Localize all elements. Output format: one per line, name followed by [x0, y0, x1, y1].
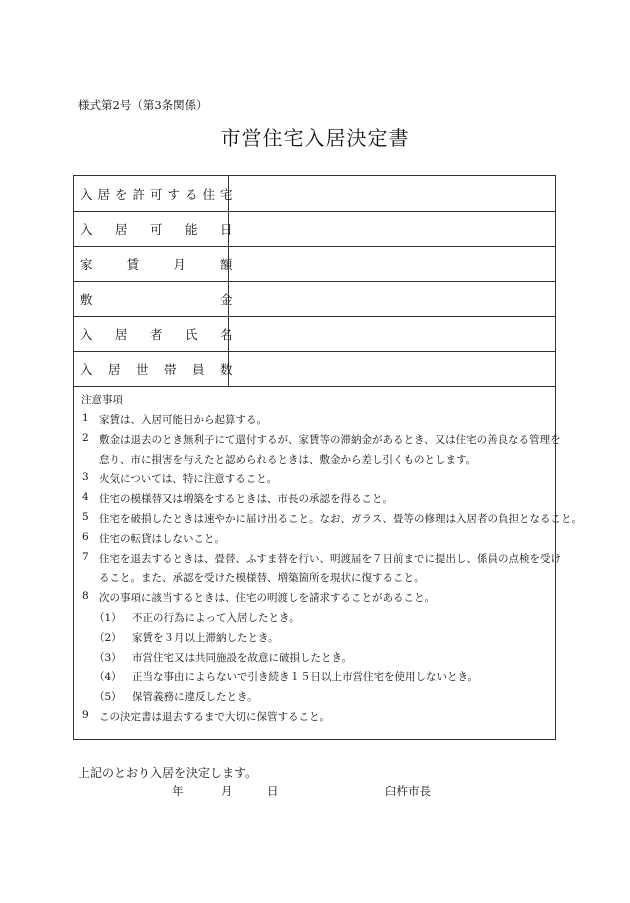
table-row [74, 211, 555, 247]
note-text: 保管義務に違反したとき。 [132, 691, 258, 704]
notes-title: 注意事項 [81, 394, 123, 406]
note-number: （4） [94, 671, 122, 684]
note-text: 市営住宅又は共同施設を故意に破損したとき。 [132, 651, 353, 664]
note-text: 住宅の模様替又は増築をするときは、市長の承認を得ること。 [99, 493, 393, 506]
note-number: 3 [82, 471, 89, 484]
note-text: 不正の行為によって入居したとき。 [132, 612, 300, 624]
note-number: （2） [94, 631, 122, 644]
table-row [74, 351, 555, 387]
note-number: 2 [82, 431, 89, 444]
note-text: 敷金は退去のとき無利子にて還付するが、家賃等の滞納金があるとき、又は住宅の善良なる管理を [99, 433, 561, 446]
date-year-label: 年 [172, 784, 184, 798]
date-day-label: 日 [267, 784, 279, 798]
row-label: 敷 金 [74, 281, 229, 316]
table-row [74, 281, 555, 317]
note-text: 次の事項に該当するときは、住宅の明渡しを請求することがあること。 [99, 592, 435, 605]
row-label: 入 居 を 許 可 す る 住 宅 [74, 176, 229, 211]
form-number: 様式第2号（第3条関係） [78, 98, 208, 112]
row-label: 入 居 者 氏 名 [74, 316, 229, 351]
note-text: ること。また、承認を受けた模様替、増築箇所を現状に復すること。 [99, 572, 425, 585]
note-number: 7 [82, 550, 89, 563]
note-number: （1） [94, 612, 122, 624]
note-number: 9 [82, 709, 89, 721]
table-row [74, 316, 555, 352]
table-row [74, 246, 555, 282]
note-number: （3） [94, 651, 122, 664]
note-text: 住宅を破損したときは速やかに届け出ること。なお、ガラス、畳等の修理は入居者の負担となること。 [99, 513, 582, 525]
note-text: 火気については、特に注意すること。 [99, 473, 278, 486]
row-label: 入 居 世 帯 員 数 [74, 351, 229, 386]
note-number: 4 [82, 491, 89, 504]
form-frame [73, 175, 582, 740]
note-text: 怠り、市に損害を与えたと認められるときは、敷金から差し引くものとします。 [99, 453, 477, 466]
note-text: 正当な事由によらないで引き続き１５日以上市営住宅を使用しないとき。 [132, 671, 479, 684]
note-number: 5 [82, 511, 89, 523]
note-number: 8 [82, 590, 89, 603]
note-number: 6 [82, 530, 89, 543]
note-number: 1 [82, 412, 89, 424]
note-text: 家賃を３月以上滞納したとき。 [132, 631, 279, 644]
decision-statement: 上記のとおり入居を決定します。 [78, 766, 258, 780]
document-title: 市営住宅入居決定書 [220, 126, 410, 150]
note-text: この決定書は退去するまで大切に保管すること。 [99, 711, 330, 723]
issuer-name: 臼杵市長 [385, 784, 431, 798]
row-label: 家 賃 月 額 [74, 246, 229, 281]
table-row [74, 176, 555, 212]
row-label: 入 居 可 能 日 [74, 211, 229, 246]
date-month-label: 月 [221, 784, 233, 798]
note-text: 家賃は、入居可能日から起算する。 [99, 414, 267, 426]
note-text: 住宅の転貸はしないこと。 [99, 532, 225, 545]
note-text: 住宅を退去するときは、畳替、ふすま替を行い、明渡届を７日前までに提出し、係員の点検を受け [99, 552, 561, 565]
note-number: （5） [94, 691, 122, 704]
